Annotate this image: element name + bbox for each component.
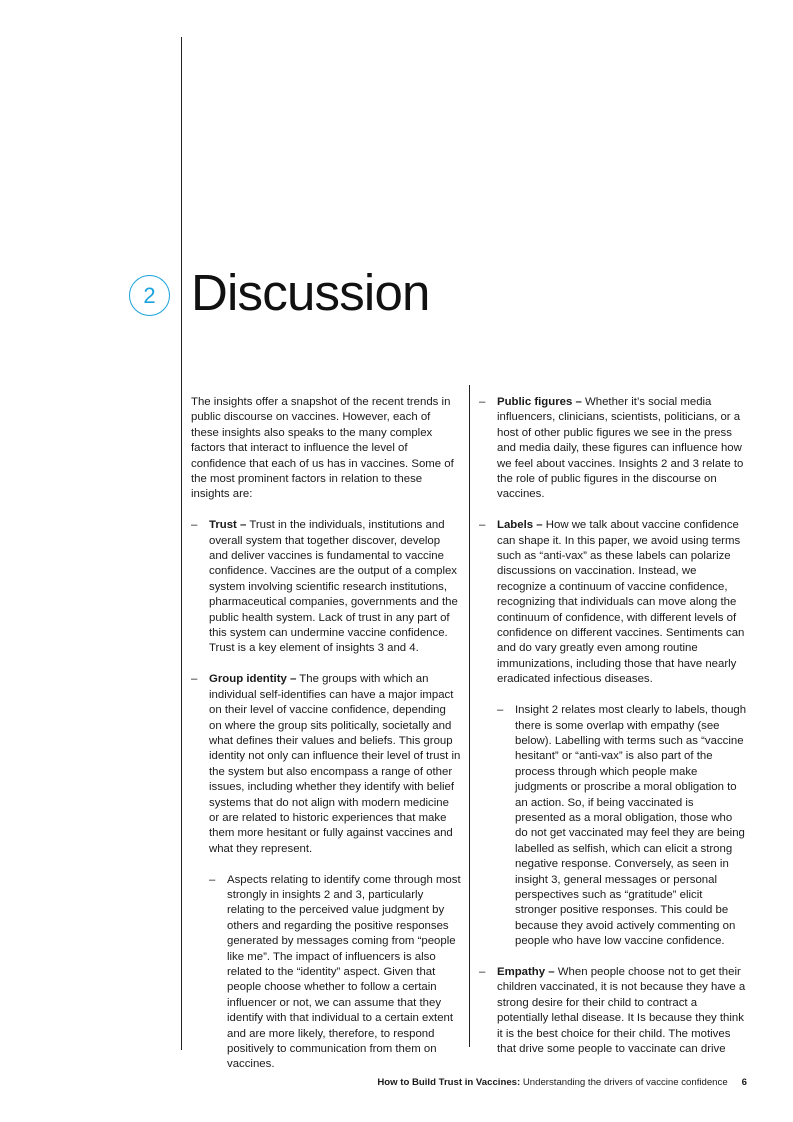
bullet-term: Trust – — [209, 519, 247, 532]
bullet-dash: – — [479, 965, 486, 978]
sub-bullet-identity — [191, 873, 461, 1073]
sub-bullet-dash: – — [209, 873, 216, 886]
bullet-term: Labels – — [497, 519, 543, 532]
bullet-dash: – — [479, 519, 486, 532]
sub-bullet-text: Aspects relating to identify come through most strongly in insights 2 and 3, particularly relating to the perceived value judgment by others and regarding the positive responses generated by messages coming from “people like me”. The impact of influencers is also related to the “identity” aspect. Given that people choose whether to follow a certain influencer or not, we can assume that they identify with that individual to a certain extent and are more likely, therefore, to respond positively to communication from them on vaccines. — [227, 873, 461, 1071]
page-footer — [377, 1077, 747, 1088]
bullet-text: Whether it’s social media influencers, clinicians, scientists, politicians, or a host of other public figures we see in the press and media daily, these figures can influence how we feel about vaccines. Insights 2 and 3 relate to the role of public figures in the discourse on vaccines. — [497, 396, 744, 501]
bullet-text: When people choose not to get their children vaccinated, it is not because they have a strong desire for their child to contract a potentially lethal disease. It Is because they think it is the best choice for their child. The motives that drive some people to vaccinate can drive — [497, 965, 746, 1056]
bullet-empathy — [479, 965, 747, 1057]
bullet-text: How we talk about vaccine confidence can shape it. In this paper, we avoid using terms such as “anti-vax” as these labels can polarize discussions on vaccination. Instead, we recognize a continuum of vaccine confidence, recognizing that individuals can move along the continuum of confidence, with different levels of confidence on different vaccines. Sentiments can and do vary greatly even among routine immunizations, including those that have nearly eradicated infectious diseases. — [497, 519, 745, 686]
section-title: Discussion — [191, 264, 430, 321]
bullet-term: Public figures – — [497, 396, 582, 408]
bullet-text: Trust in the individuals, institutions and overall system that together discover, develop and deliver vaccines is fundamental to vaccine confidence. Vaccines are the output of a complex system involving scientific research institutions, pharmaceutical companies, governments and the public health system. Lack of trust in any part of this system can undermine vaccine confidence. Trust is a key element of insights 3 and 4. — [209, 519, 458, 655]
bullet-text: The groups with which an individual self-identifies can have a major impact on their level of vaccine confidence, depending on where the group sits politically, societally and what defines their values and beliefs. This group identity not only can influence their level of trust in the system but also encompass a range of other issues, including whether they identify with belief systems that do not align with modern medicine or are related to historic experiences that make them more hesitant or fully against vaccines and what they represent. — [209, 673, 461, 855]
bullet-dash: – — [191, 673, 198, 686]
bullet-labels — [479, 518, 747, 687]
footer-title-bold: How to Build Trust in Vaccines: — [377, 1077, 521, 1088]
sub-bullet-text: Insight 2 relates most clearly to labels, though there is some overlap with empathy (see below). Labelling with terms such as “vaccine hesitant” or “anti-vax” is also part of the process through which people make judgments or proscribe a moral obligation to an action. So, if being vaccinated is presented as a moral obligation, those who do not get vaccinated may feel they are being labelled as selfish, which can elicit a strong negative response. Conversely, as seen in insight 3, general messages or personal perspectives such as “gratitude” elicit stronger positive responses. This could be because they avoid actively commenting on people who have low vaccine confidence. — [515, 704, 747, 948]
sub-bullet-labels — [479, 703, 747, 950]
section-number: 2 — [143, 282, 156, 308]
bullet-group-identity — [191, 672, 461, 857]
bullet-dash: – — [191, 519, 198, 532]
bullet-public-figures — [479, 395, 747, 503]
section-number-badge — [129, 275, 170, 316]
sub-bullet-dash: – — [497, 704, 504, 717]
bullet-trust — [191, 518, 461, 657]
bullet-term: Empathy – — [497, 965, 555, 978]
bullet-dash: – — [479, 396, 486, 408]
column-divider-rule — [469, 385, 470, 1047]
right-column — [479, 395, 747, 1057]
intro-paragraph: The insights offer a snapshot of the recent trends in public discourse on vaccines. However, each of these insights also speaks to the many complex factors that interact to influence the level of confidence that each of us has in vaccines. Some of the most prominent factors in relation to these insights are: — [191, 396, 454, 501]
bullet-term: Group identity – — [209, 673, 297, 686]
left-column — [191, 395, 461, 1073]
page-number: 6 — [741, 1077, 747, 1088]
left-margin-rule — [181, 37, 182, 1050]
footer-title-rest: Understanding the drivers of vaccine confidence — [520, 1077, 728, 1088]
